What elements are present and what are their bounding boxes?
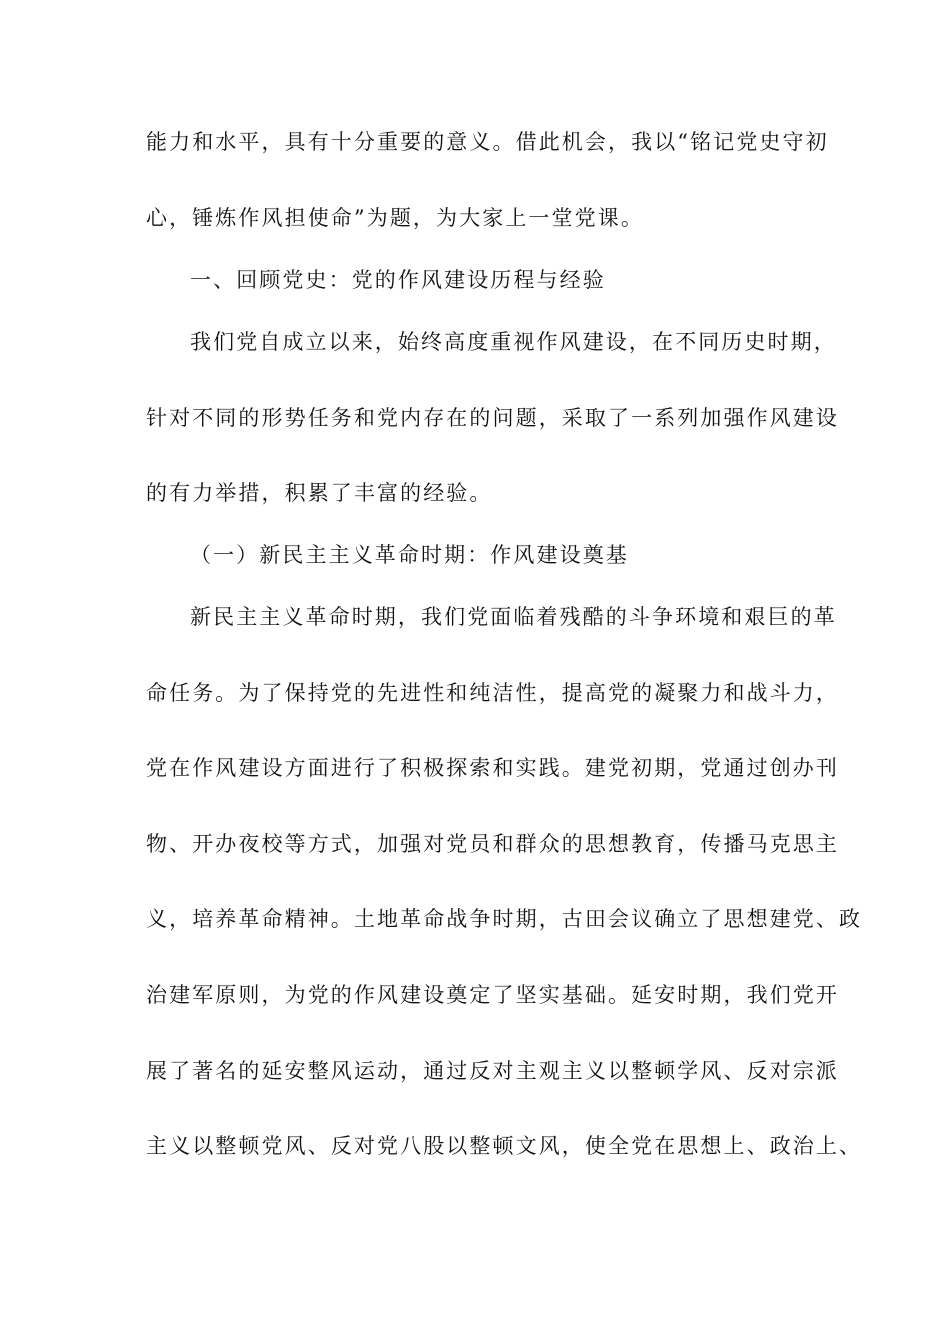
paragraph-line: 展了著名的延安整风运动，通过反对主观主义以整顿学风、反对宗派	[146, 1059, 839, 1083]
paragraph-line: 主义以整顿党风、反对党八股以整顿文风，使全党在思想上、政治上、	[146, 1134, 863, 1158]
paragraph-line: 治建军原则，为党的作风建设奠定了坚实基础。延安时期，我们党开	[146, 983, 839, 1007]
paragraph-line: 命任务。为了保持党的先进性和纯洁性，提高党的凝聚力和战斗力，	[146, 681, 839, 705]
paragraph-line: 党在作风建设方面进行了积极探索和实践。建党初期，党通过创办刊	[146, 756, 839, 780]
paragraph-line: 物、开办夜校等方式，加强对党员和群众的思想教育，传播马克思主	[146, 832, 839, 856]
paragraph-line: 能力和水平，具有十分重要的意义。借此机会，我以“铭记党史守初	[146, 130, 829, 154]
paragraph-line: 针对不同的形势任务和党内存在的问题，采取了一系列加强作风建设	[146, 406, 839, 430]
paragraph-line: 义，培养革命精神。土地革命战争时期，古田会议确立了思想建党、政	[146, 907, 863, 931]
paragraph-line: 的有力举措，积累了丰富的经验。	[146, 481, 493, 505]
section-heading: 一、回顾党史：党的作风建设历程与经验	[190, 268, 606, 292]
paragraph-line: 心，锤炼作风担使命”为题，为大家上一堂党课。	[146, 206, 644, 230]
subsection-heading: （一）新民主主义革命时期：作风建设奠基	[190, 543, 629, 567]
paragraph-line: 新民主主义革命时期，我们党面临着残酷的斗争环境和艰巨的革	[190, 605, 837, 629]
paragraph-line: 我们党自成立以来，始终高度重视作风建设，在不同历史时期，	[190, 330, 837, 354]
